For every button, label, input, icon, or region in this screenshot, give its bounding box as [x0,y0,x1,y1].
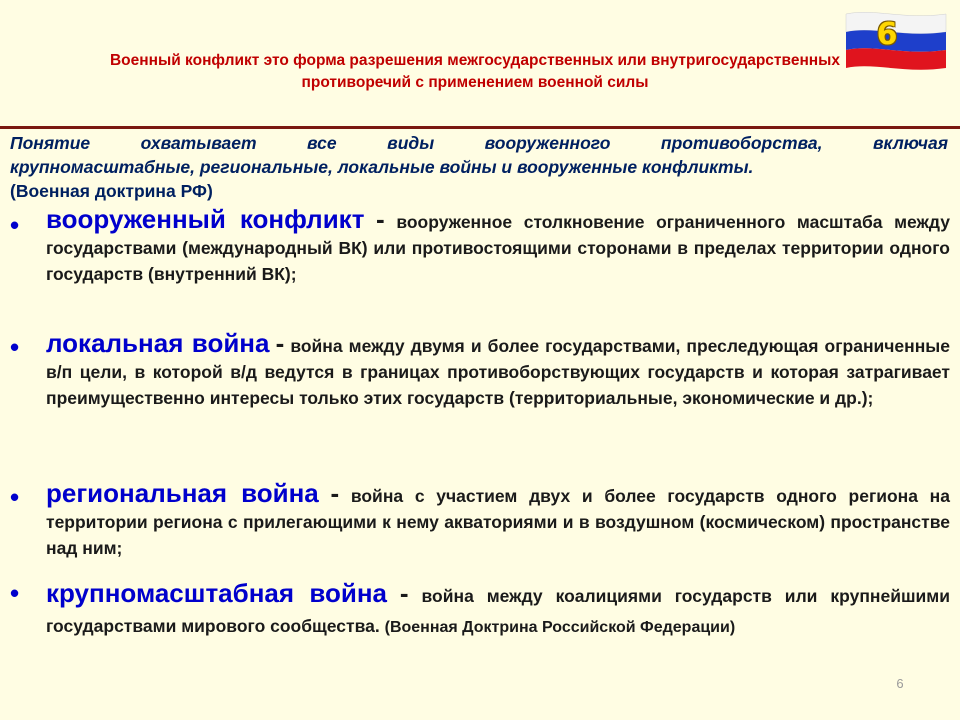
bullet-icon: • [10,332,20,362]
title-line-1: Военный конфликт это форма разрешения межгосударственных или внутригосударственных [109,52,841,69]
title-divider [0,126,960,129]
bullet-citation: (Военная Доктрина Российской Федерации) [384,619,736,636]
intro-source: (Военная доктрина РФ) [10,181,213,201]
title-line-2: противоречий с применением военной силы [301,74,649,91]
bullet-large-scale-war [10,578,950,643]
bullet-icon: • [10,482,20,512]
bullet-icon: • [10,210,20,240]
bullet-term: региональная война [46,478,319,508]
page-number: 6 [896,676,904,691]
intro-paragraph [10,131,948,203]
bullet-dash: - [275,328,285,358]
bullet-text: вооруженное столкновение ограниченного масштаба между государствами (международный ВК) или противостоящими сторонами в пределах территории одного государств (внутренний ВК); [46,212,950,284]
bullet-armed-conflict [10,206,950,287]
bullet-term: вооруженный конфликт [46,204,365,234]
bullet-dash: - [330,478,340,508]
bullet-icon: • [10,578,20,608]
bullet-regional-war [10,480,950,561]
bullet-local-war [10,330,950,411]
bullet-term: локальная война [46,328,270,358]
slide-number-badge: 6 [876,17,898,52]
bullet-term: крупномасштабная война [46,578,387,608]
bullet-dash: - [399,578,409,608]
bullet-text: война с участием двух и более государств одного региона на территории региона с прилегающими к нему акваториями и в воздушном (космическом) пространстве над ним; [46,486,950,558]
slide-title [40,50,910,94]
intro-line-2: крупномасштабные, региональные, локальные войны и вооруженные конфликты. [10,157,754,177]
bullet-text: война между коалициями государств или крупнейшими государствами мирового сообщества. [46,586,950,636]
bullet-text: война между двумя и более государствами, преследующая ограниченные в/п цели, в которой в/д ведутся в границах противоборствующих государств и которая затрагивает преимущественно интересы только этих государств (территориальные, экономические и др.); [46,336,950,408]
bullet-dash: - [376,204,385,234]
intro-line-1: Понятие охватывает все виды вооруженного противоборства, включая [10,133,948,153]
